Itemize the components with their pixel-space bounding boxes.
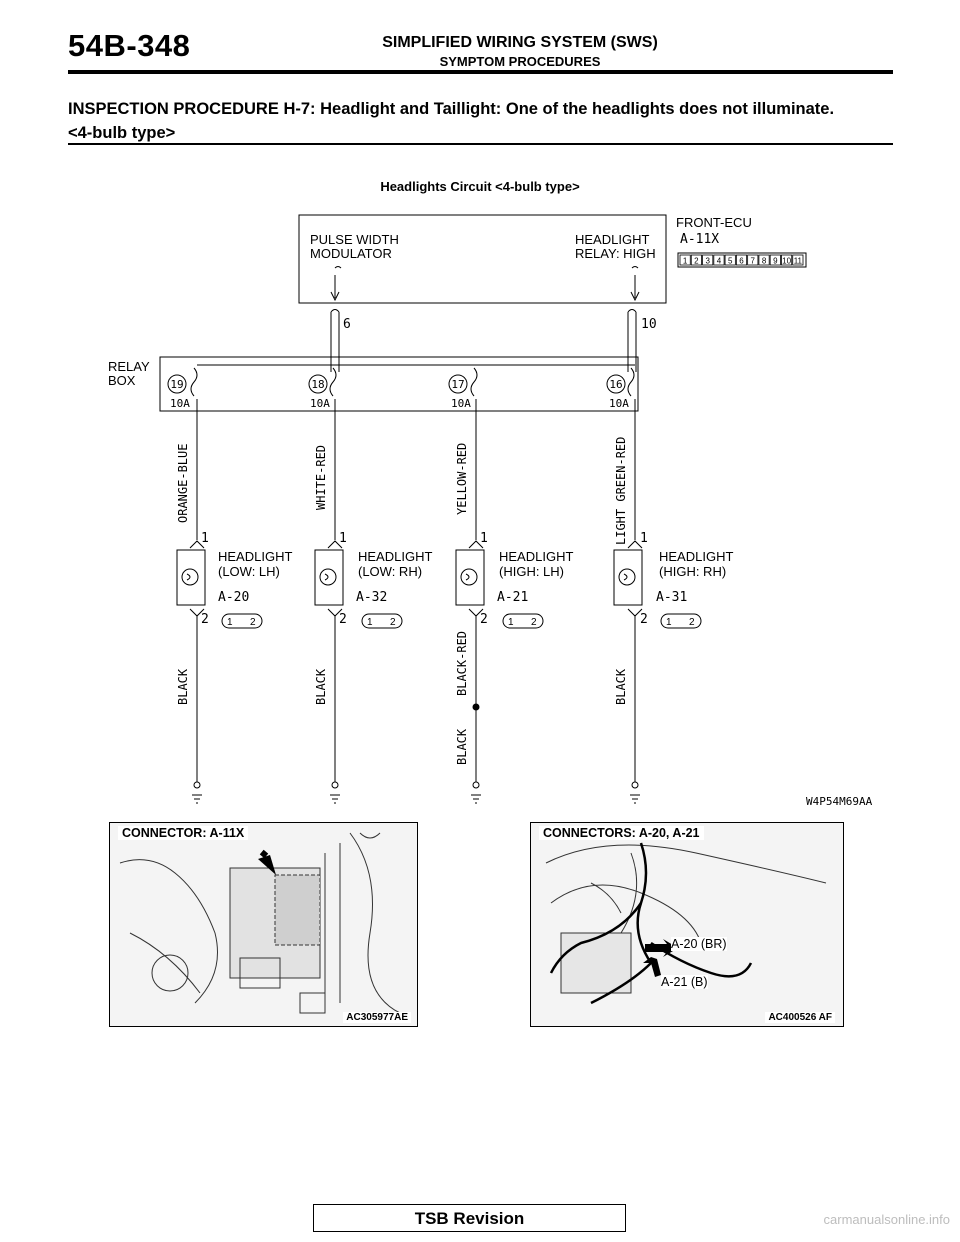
conn-pin-1: 1: [367, 617, 373, 628]
fuse-19: [168, 375, 190, 410]
headlight-position: (LOW: LH): [218, 564, 280, 579]
wire-label-black-4: BLACK: [614, 668, 628, 705]
headlight-harness-illustration: [531, 823, 843, 1026]
ecu-pin-10: 10: [641, 317, 657, 332]
ecu-label-left-1: PULSE WIDTH: [310, 232, 399, 247]
fuse-number: 16: [609, 378, 623, 391]
wire-label-orange-blue: ORANGE-BLUE: [176, 443, 190, 523]
connector-id: A-20: [218, 590, 250, 605]
ecu-pin-number: 8: [761, 256, 767, 266]
pin-2: 2: [480, 612, 488, 627]
watermark: carmanualsonline.info: [823, 1212, 950, 1227]
headlight-high-lh: [480, 531, 573, 628]
ecu-pin-number: 4: [716, 256, 722, 266]
conn-pin-2: 2: [390, 617, 396, 628]
ecu-pin-number: 7: [750, 256, 755, 266]
conn-pin-1: 1: [227, 617, 233, 628]
section-title: SIMPLIFIED WIRING SYSTEM (SWS): [382, 34, 658, 51]
photo-code-a11x: AC305977AE: [343, 1012, 411, 1023]
headlight-label: HEADLIGHT: [218, 549, 293, 564]
ecu-pin-number: 5: [728, 256, 733, 266]
conn-pin-2: 2: [531, 617, 537, 628]
pin-1: 1: [339, 531, 347, 546]
pin-2: 2: [640, 612, 648, 627]
pin-1: 1: [640, 531, 648, 546]
ecu-pin-number: 1: [682, 256, 688, 266]
fuse-number: 17: [451, 378, 465, 391]
wire-label-white-red: WHITE-RED: [314, 444, 328, 510]
headlight-position: (HIGH: LH): [499, 564, 564, 579]
fuse-rating: 10A: [310, 397, 330, 410]
headlight-position: (LOW: RH): [358, 564, 423, 579]
splice-point: [473, 704, 480, 711]
diagram-title: Headlights Circuit <4-bulb type>: [380, 179, 580, 194]
page-number: 54B-348: [68, 28, 191, 63]
fuse-18: [309, 375, 330, 410]
ecu-pin-number: 10: [782, 256, 792, 266]
conn-pin-1: 1: [666, 617, 672, 628]
photo-label-a20-a21: CONNECTORS: A-20, A-21: [539, 826, 704, 840]
ecu-pin-number: 11: [793, 256, 803, 266]
fuse-rating: 10A: [170, 397, 190, 410]
photo-label-a11x: CONNECTOR: A-11X: [118, 826, 248, 840]
ecu-label-left-2: MODULATOR: [310, 246, 392, 261]
headlight-label: HEADLIGHT: [358, 549, 433, 564]
pin-2: 2: [201, 612, 209, 627]
ecu-pin-number: 2: [694, 256, 699, 266]
wire-label-black-1: BLACK: [176, 668, 190, 705]
headlight-low-lh: [201, 531, 292, 628]
fuse-16: [607, 375, 629, 410]
connector-photo-a11x: [109, 822, 418, 1027]
relay-box-label-1: RELAY: [108, 359, 150, 374]
fuse-number: 19: [170, 378, 184, 391]
pin-2: 2: [339, 612, 347, 627]
connector-photo-a20-a21: [530, 822, 844, 1027]
ecu-name: FRONT-ECU: [676, 215, 752, 230]
fuse-rating: 10A: [609, 397, 629, 410]
procedure-title-line1: INSPECTION PROCEDURE H-7: Headlight and Taillight: One of the headlights does not illuminate.: [68, 100, 835, 118]
ecu-pin-number: 3: [705, 256, 710, 266]
conn-pin-2: 2: [689, 617, 695, 628]
ecu-connector-id: A-11X: [680, 232, 720, 247]
callout-a21: A-21 (B): [661, 975, 708, 989]
fuse-17: [449, 375, 471, 410]
wire-label-yellow-red: YELLOW-RED: [455, 442, 469, 515]
pin-1: 1: [201, 531, 209, 546]
photo-code-a20-a21: AC400526 AF: [765, 1012, 835, 1023]
headlight-position: (HIGH: RH): [659, 564, 727, 579]
ecu-connector-pins: [680, 255, 803, 266]
headlight-label: HEADLIGHT: [659, 549, 734, 564]
ecu-pin-number: 9: [773, 256, 778, 266]
headlight-label: HEADLIGHT: [499, 549, 574, 564]
procedure-title-line2: <4-bulb type>: [68, 124, 176, 142]
tsb-revision-box: TSB Revision: [313, 1204, 626, 1232]
wire-label-black-red: BLACK-RED: [455, 630, 469, 696]
callout-a20: A-20 (BR): [671, 937, 727, 951]
subsection-title: SYMPTOM PROCEDURES: [439, 54, 601, 69]
ecu-label-right-1: HEADLIGHT: [575, 232, 650, 247]
wire-label-black-2: BLACK: [314, 668, 328, 705]
conn-pin-1: 1: [508, 617, 514, 628]
ecu-label-right-2: RELAY: HIGH: [575, 246, 656, 261]
headlight-low-rh: [339, 531, 432, 628]
wire-label-light-green-red: LIGHT GREEN-RED: [614, 436, 628, 545]
relay-box-label-2: BOX: [108, 373, 136, 388]
ecu-pin-6: 6: [343, 317, 351, 332]
engine-bay-illustration: [110, 823, 417, 1026]
connector-id: A-21: [497, 590, 529, 605]
headlight-high-rh: [640, 531, 733, 628]
wire-label-black-3: BLACK: [455, 728, 469, 765]
connector-id: A-32: [356, 590, 388, 605]
pin-1: 1: [480, 531, 488, 546]
connector-id: A-31: [656, 590, 688, 605]
conn-pin-2: 2: [250, 617, 256, 628]
diagram-code: W4P54M69AA: [806, 795, 873, 808]
fuse-number: 18: [311, 378, 325, 391]
fuse-rating: 10A: [451, 397, 471, 410]
ecu-pin-number: 6: [739, 256, 744, 266]
